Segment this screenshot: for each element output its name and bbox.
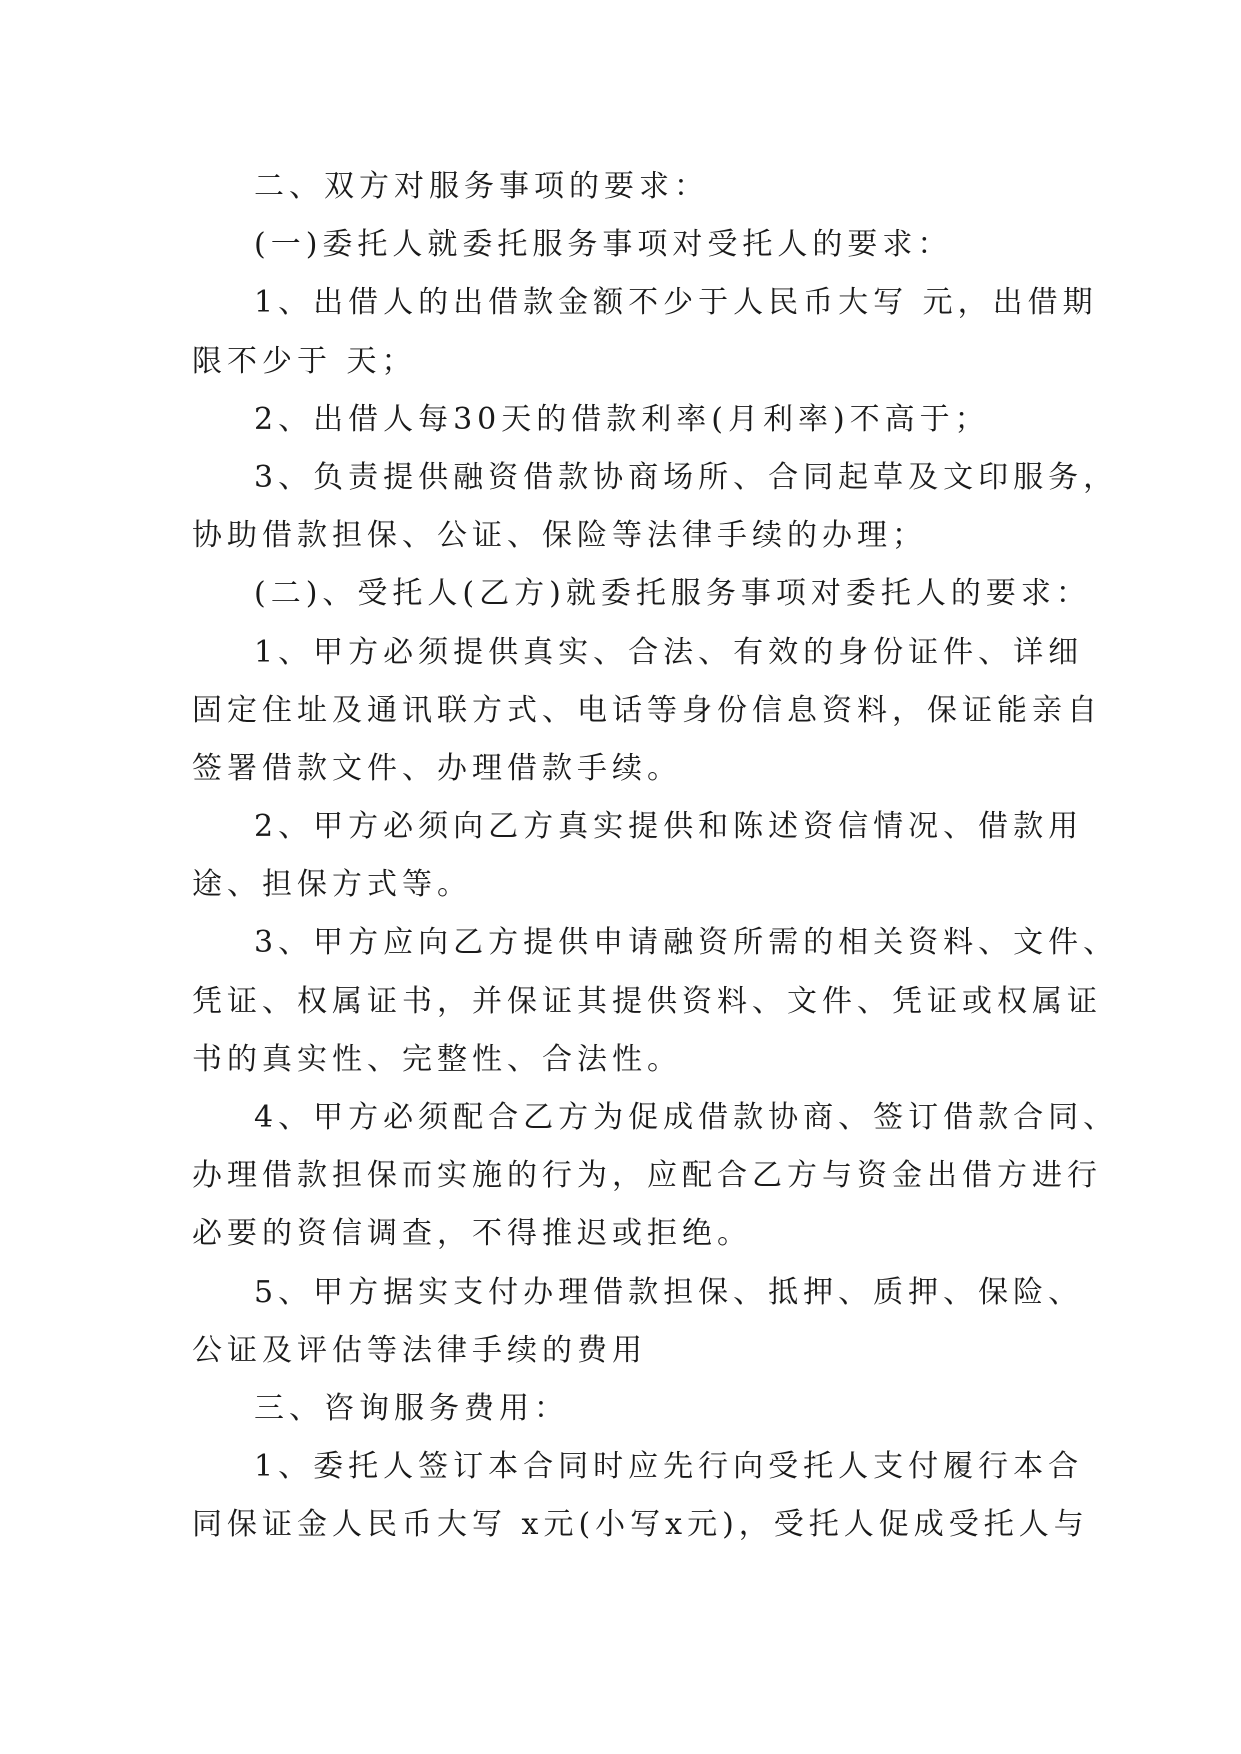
subsection-heading: (二)、受托人(乙方)就委托服务事项对委托人的要求： <box>254 576 1091 612</box>
section-heading: 二、双方对服务事项的要求： <box>254 169 709 204</box>
paragraph-line: 必要的资信调查，不得推迟或拒绝。 <box>192 1216 752 1252</box>
paragraph-line: 书的真实性、完整性、合法性。 <box>192 1041 682 1077</box>
paragraph-line: 办理借款担保而实施的行为，应配合乙方与资金出借方进行 <box>192 1158 1102 1194</box>
document-body <box>192 158 1119 1555</box>
paragraph-line: 凭证、权属证书，并保证其提供资料、文件、凭证或权属证 <box>192 983 1102 1019</box>
paragraph-line: 公证及评估等法律手续的费用 <box>192 1332 647 1368</box>
paragraph-line: 3、负责提供融资借款协商场所、合同起草及文印服务， <box>254 459 1119 495</box>
paragraph-line: 1、出借人的出借款金额不少于人民币大写 元，出借期 <box>254 285 1098 321</box>
paragraph-line: 同保证金人民币大写 x元(小写x元)，受托人促成受托人与 <box>192 1507 1089 1543</box>
paragraph-line: 1、甲方必须提供真实、合法、有效的身份证件、详细 <box>254 634 1084 670</box>
paragraph-line: 签署借款文件、办理借款手续。 <box>192 750 682 786</box>
paragraph-line: 协助借款担保、公证、保险等法律手续的办理； <box>192 518 927 554</box>
paragraph-line: 5、甲方据实支付办理借款担保、抵押、质押、保险、 <box>254 1274 1084 1310</box>
paragraph-line: 2、出借人每30天的借款利率(月利率)不高于； <box>254 401 990 437</box>
paragraph-line: 2、甲方必须向乙方真实提供和陈述资信情况、借款用 <box>254 809 1084 845</box>
paragraph-line: 3、甲方应向乙方提供申请融资所需的相关资料、文件、 <box>254 925 1119 961</box>
paragraph-line: 固定住址及通讯联方式、电话等身份信息资料，保证能亲自 <box>192 692 1102 728</box>
paragraph-line: 限不少于 天； <box>192 343 417 379</box>
paragraph-line: 1、委托人签订本合同时应先行向受托人支付履行本合 <box>254 1449 1084 1485</box>
paragraph-line: 途、担保方式等。 <box>192 867 472 903</box>
subsection-heading: (一)委托人就委托服务事项对受托人的要求： <box>254 227 953 263</box>
paragraph-line: 4、甲方必须配合乙方为促成借款协商、签订借款合同、 <box>254 1100 1119 1135</box>
section-heading: 三、咨询服务费用： <box>254 1390 569 1426</box>
